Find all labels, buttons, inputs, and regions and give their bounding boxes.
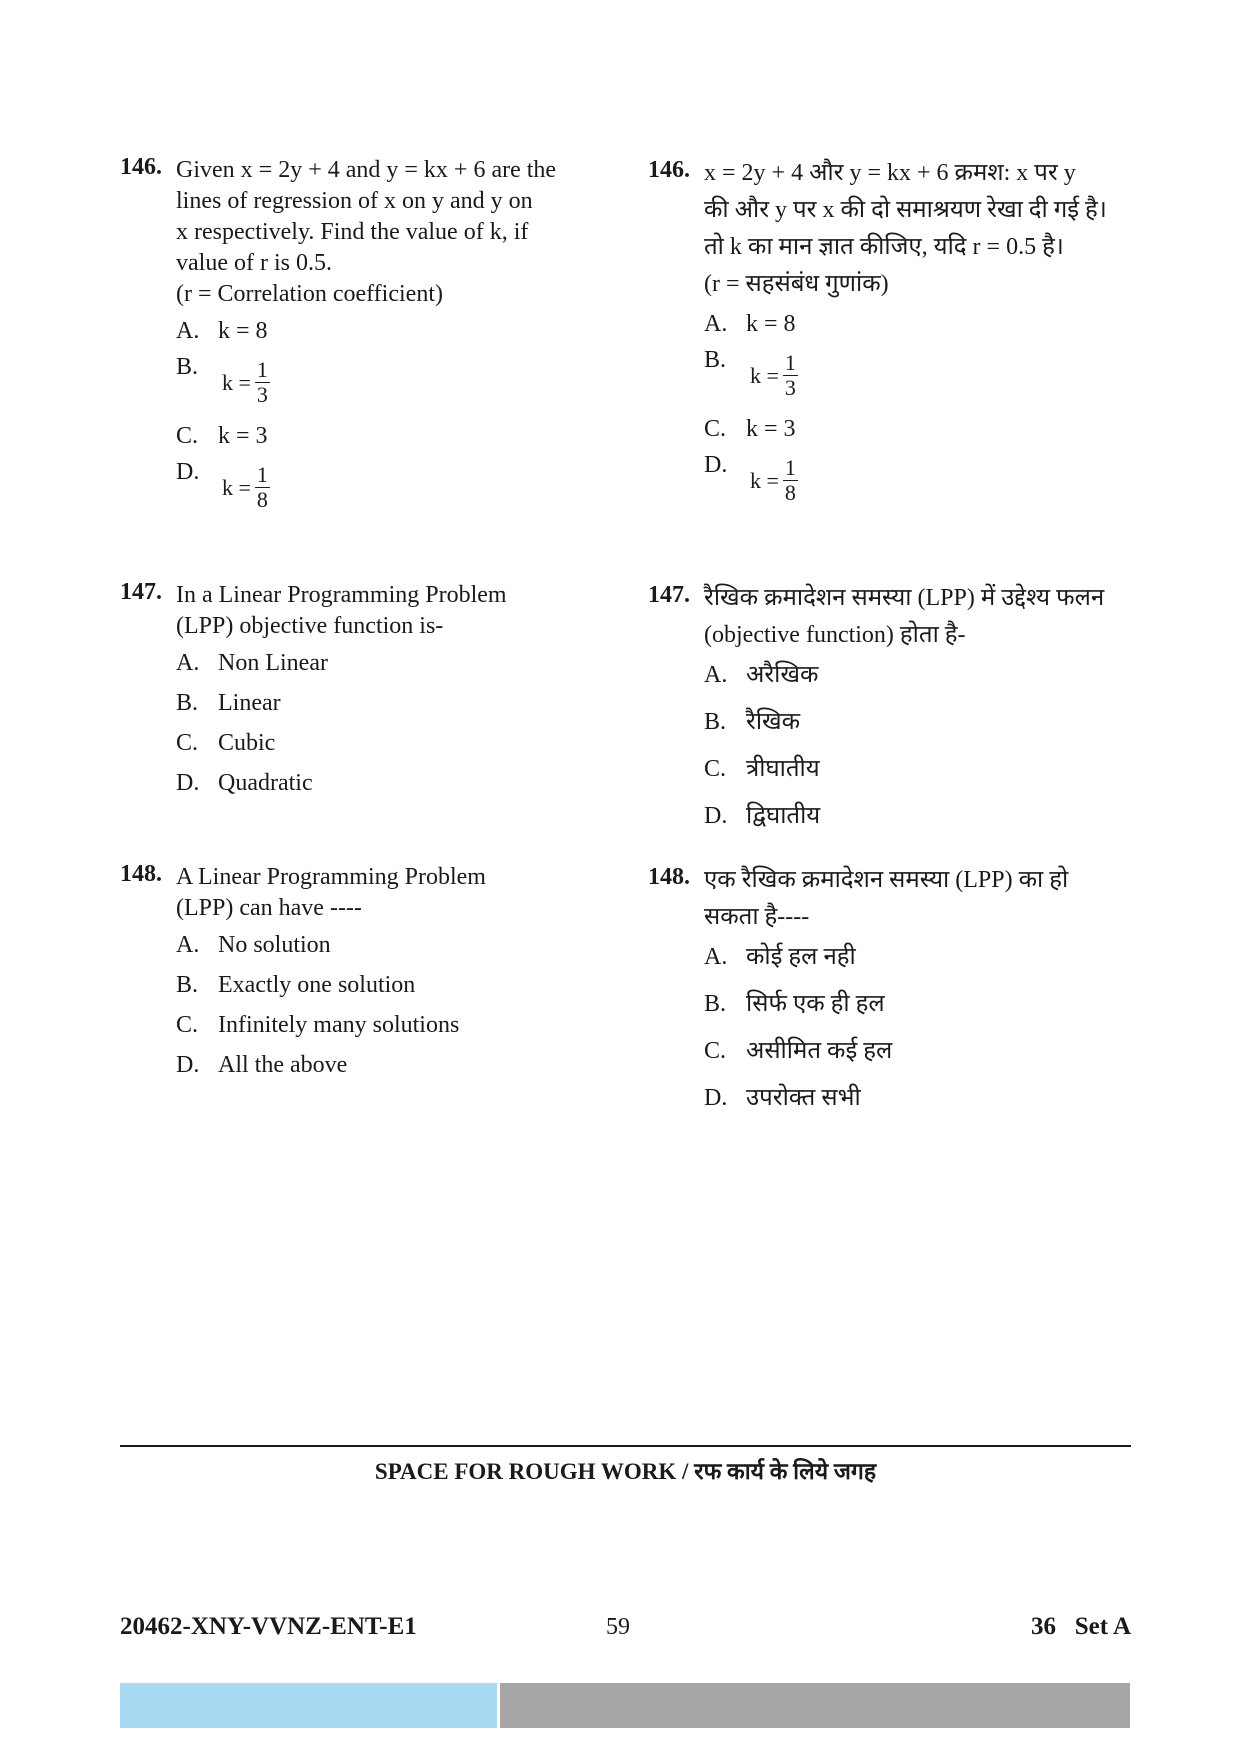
option-letter: C. <box>176 1012 199 1038</box>
option-text: No solution <box>218 932 331 958</box>
option-text: All the above <box>218 1052 348 1078</box>
question-148-en <box>120 862 590 1090</box>
options <box>120 648 590 799</box>
option-letter: A. <box>704 944 728 970</box>
fraction-lhs: k = <box>750 363 779 388</box>
option-letter: A. <box>176 932 200 958</box>
question-line: value of r is 0.5. <box>176 250 332 276</box>
option-text: Linear <box>218 690 281 716</box>
option-c <box>176 728 590 759</box>
option-letter: B. <box>176 972 199 998</box>
question-text <box>648 580 1118 654</box>
denominator: 3 <box>256 382 268 407</box>
fraction <box>783 351 798 400</box>
question-line: की और y पर x की दो समाश्रयण रेखा दी गई है। <box>704 197 1107 223</box>
numerator: 1 <box>784 350 796 375</box>
option-letter: D. <box>176 1052 200 1078</box>
option-text: k = 8 <box>218 318 268 344</box>
numerator: 1 <box>256 357 268 382</box>
question-number: 148. <box>648 864 690 890</box>
question-line: (LPP) objective function is- <box>176 613 444 639</box>
question-text <box>648 862 1118 936</box>
options <box>648 942 1118 1114</box>
option-a <box>176 648 590 679</box>
fraction-lhs: k = <box>222 475 251 500</box>
option-letter: A. <box>176 318 200 344</box>
option-b <box>704 989 1118 1020</box>
question-line: एक रैखिक क्रमादेशन समस्या (LPP) का हो <box>704 867 1069 893</box>
option-b <box>704 707 1118 738</box>
option-letter: C. <box>704 756 727 782</box>
option-letter: A. <box>176 650 200 676</box>
option-d <box>176 1050 590 1081</box>
option-text: Quadratic <box>218 770 313 796</box>
option-text: Non Linear <box>218 650 328 676</box>
question-line: (r = सहसंबंध गुणांक) <box>704 271 889 297</box>
question-number: 146. <box>648 157 690 183</box>
fraction <box>255 358 270 407</box>
option-c <box>176 1010 590 1041</box>
denominator: 3 <box>784 375 796 400</box>
question-text <box>120 580 590 642</box>
question-line: x respectively. Find the value of k, if <box>176 219 529 245</box>
option-d <box>704 1083 1118 1114</box>
fraction-lhs: k = <box>750 468 779 493</box>
option-letter: A. <box>704 662 728 688</box>
option-letter: D. <box>704 803 728 829</box>
option-b <box>704 349 1118 405</box>
fraction-lhs: k = <box>222 370 251 395</box>
option-a <box>704 660 1118 691</box>
question-text <box>120 862 590 924</box>
question-text <box>120 155 590 310</box>
option-letter: D. <box>704 1085 728 1111</box>
question-text <box>648 155 1118 303</box>
question-line: (objective function) होता है- <box>704 622 966 648</box>
question-number: 147. <box>120 579 162 605</box>
fraction-expression <box>750 456 798 505</box>
option-text: असीमित कई हल <box>746 1038 893 1064</box>
option-letter: B. <box>704 347 727 373</box>
option-text: रैखिक <box>746 709 801 735</box>
option-letter: A. <box>704 311 728 337</box>
question-line: (LPP) can have ---- <box>176 895 362 921</box>
option-a <box>176 930 590 961</box>
option-text: कोई हल नही <box>746 944 856 970</box>
set-label: 36 Set A <box>1031 1613 1131 1640</box>
rough-work-divider <box>120 1445 1131 1447</box>
question-line: (r = Correlation coefficient) <box>176 281 443 307</box>
option-letter: C. <box>704 1038 727 1064</box>
option-c <box>704 754 1118 785</box>
question-line: तो k का मान ज्ञात कीजिए, यदि r = 0.5 है। <box>704 234 1064 260</box>
option-text: अरैखिक <box>746 662 819 688</box>
options <box>648 309 1118 510</box>
option-letter: B. <box>704 991 727 1017</box>
option-b <box>176 688 590 719</box>
option-letter: D. <box>176 459 200 485</box>
footer-bar-gray <box>500 1683 1130 1728</box>
option-letter: B. <box>704 709 727 735</box>
numerator: 1 <box>256 462 268 487</box>
question-number: 147. <box>648 582 690 608</box>
option-text: सिर्फ एक ही हल <box>746 991 885 1017</box>
option-text: Cubic <box>218 730 276 756</box>
option-text: k = 3 <box>746 416 796 442</box>
fraction-expression <box>222 358 270 407</box>
rough-work-label: SPACE FOR ROUGH WORK / रफ कार्य के लिये जगह <box>374 1459 877 1484</box>
question-line: रैखिक क्रमादेशन समस्या (LPP) में उद्देश्य फलन <box>704 585 1105 611</box>
option-letter: C. <box>176 423 199 449</box>
option-b <box>176 356 590 412</box>
question-line: सकता है---- <box>704 904 810 930</box>
options <box>648 660 1118 832</box>
question-line: A Linear Programming Problem <box>176 864 486 890</box>
options <box>120 930 590 1081</box>
fraction <box>783 456 798 505</box>
question-number: 148. <box>120 861 162 887</box>
option-c <box>704 1036 1118 1067</box>
page-number: 59 <box>606 1614 630 1640</box>
numerator: 1 <box>784 455 796 480</box>
option-text: द्विघातीय <box>746 803 821 829</box>
option-text: Exactly one solution <box>218 972 416 998</box>
option-letter: B. <box>176 354 199 380</box>
question-148-hi <box>648 862 1118 1123</box>
option-text: त्रीघातीय <box>746 756 820 782</box>
option-a <box>176 316 590 347</box>
question-line: Given x = 2y + 4 and y = kx + 6 are the <box>176 157 557 183</box>
option-letter: B. <box>176 690 199 716</box>
question-line: lines of regression of x on y and y on <box>176 188 533 214</box>
question-146-hi <box>648 155 1118 519</box>
option-d <box>704 454 1118 510</box>
question-146-en <box>120 155 590 526</box>
option-c <box>176 421 590 452</box>
option-d <box>176 768 590 799</box>
question-number: 146. <box>120 154 162 180</box>
option-text: Infinitely many solutions <box>218 1012 460 1038</box>
option-b <box>176 970 590 1001</box>
option-d <box>176 461 590 517</box>
option-letter: D. <box>176 770 200 796</box>
option-text: k = 3 <box>218 423 268 449</box>
option-a <box>704 309 1118 340</box>
paper-code: 20462-XNY-VVNZ-ENT-E1 <box>120 1613 417 1640</box>
option-text: उपरोक्त सभी <box>746 1085 861 1111</box>
option-letter: C. <box>704 416 727 442</box>
option-d <box>704 801 1118 832</box>
question-line: x = 2y + 4 और y = kx + 6 क्रमश: x पर y <box>704 160 1076 186</box>
option-c <box>704 414 1118 445</box>
question-147-hi <box>648 580 1118 841</box>
fraction <box>255 463 270 512</box>
option-letter: D. <box>704 452 728 478</box>
fraction-expression <box>750 351 798 400</box>
option-letter: C. <box>176 730 199 756</box>
question-line: In a Linear Programming Problem <box>176 582 507 608</box>
denominator: 8 <box>784 480 796 505</box>
question-147-en <box>120 580 590 808</box>
option-a <box>704 942 1118 973</box>
fraction-expression <box>222 463 270 512</box>
denominator: 8 <box>256 487 268 512</box>
option-text: k = 8 <box>746 311 796 337</box>
footer-bar-blue <box>120 1683 497 1728</box>
options <box>120 316 590 517</box>
